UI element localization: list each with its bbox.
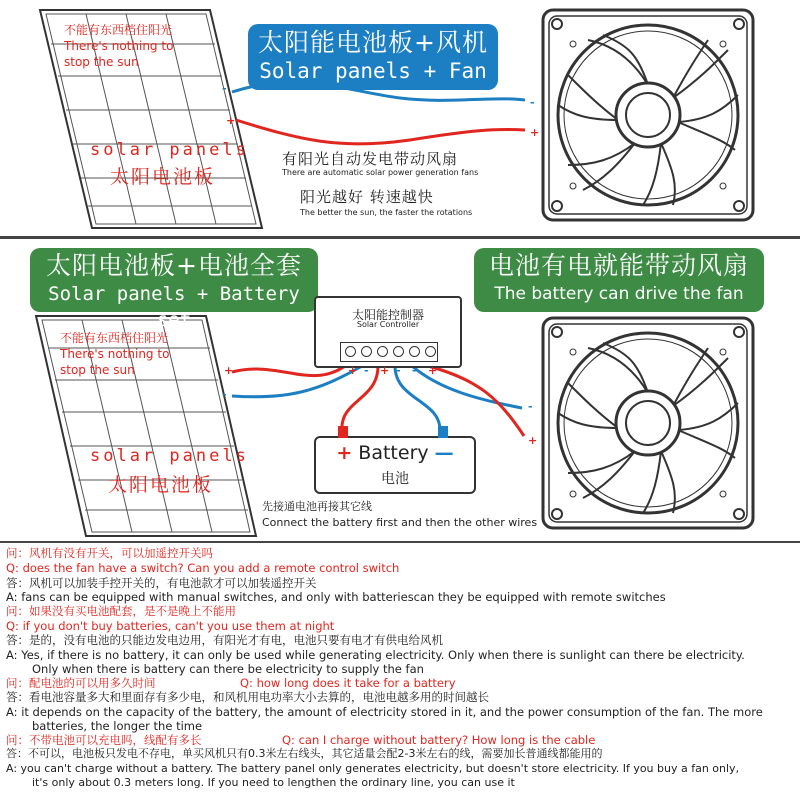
banner-left-en: Solar panels + Battery set (48, 283, 300, 331)
wire-plus-left: + (226, 114, 236, 127)
panel-label-en: solar panels (90, 446, 249, 466)
battery-label-cn: 电池 (381, 471, 409, 487)
battery-minus-sign: — (434, 442, 454, 464)
caption-auto-en: There are automatic solar power generation fans (282, 168, 479, 177)
banner-solar-battery (30, 248, 318, 331)
panel-minus-sign: - (222, 388, 227, 401)
wiring-note-cn: 先接通电池再接其它线 (262, 500, 372, 513)
faq-answer-cn: 答：不可以，电池板只发电不存电，单买风机只有0.3米左右线头，其它适量会配2-3米左右的线，需要加长普通线都能用的 (6, 747, 603, 760)
controller-plus-3: + (428, 364, 438, 377)
banner-title-en: Solar panels + Fan (259, 59, 487, 83)
wire-positive (236, 120, 525, 144)
controller-minus-1: - (364, 364, 369, 377)
section-solar-fan (0, 0, 800, 236)
wire-minus-right: - (530, 96, 535, 109)
faq-question-cn: 问：不带电池可以充电吗，线配有多长 (6, 733, 202, 747)
panel-note-en-2: stop the sun (60, 363, 135, 377)
controller-minus-3: - (412, 364, 417, 377)
faq-section (0, 544, 800, 800)
controller-label-cn: 太阳能控制器 (351, 308, 424, 322)
fan-minus-sign: - (528, 400, 533, 413)
battery-plus-sign: + (336, 442, 353, 464)
battery-label (316, 442, 474, 464)
banner-title-cn: 太阳能电池板+风机 (258, 28, 488, 57)
banner-solar-fan (248, 24, 498, 90)
caption-auto-cn: 有阳光自动发电带动风扇 (282, 150, 459, 168)
banner-right-cn: 电池有电就能带动风扇 (488, 251, 749, 280)
faq-answer-en: A: it depends on the capacity of the battery, the amount of electricity stored in it, and the power consumption of the fan. The more (6, 705, 763, 719)
controller-terminals (340, 342, 438, 362)
wire-plus-right: + (530, 126, 540, 139)
panel-label-en: solar panels (90, 140, 249, 160)
terminal-icon (393, 346, 404, 357)
faq-answer-en: A: fans can be equipped with manual switches, and only with batteriescan they be equipped with remote switches (6, 590, 666, 604)
faq-question-en: Q: does the fan have a switch? Can you add a remote control switch (6, 561, 400, 575)
panel-label-cn: 太阳电池板 (110, 166, 216, 188)
panel-note (60, 330, 169, 378)
wiring-note-en: Connect the battery first and then the other wires (262, 516, 538, 529)
faq-question-en: Q: if you don't buy batteries, can't you use them at night (6, 619, 335, 633)
faq-question-cn: 问：配电池的可以用多久时间 (6, 676, 156, 690)
panel-note (64, 22, 173, 70)
faq-answer-en: A: you can't charge without a battery. The battery panel only generates electricity, but doesn't store electricity. If you buy a fan only, (6, 762, 740, 775)
terminal-icon (409, 346, 420, 357)
controller-plus-1: + (348, 364, 358, 377)
caption-speed-en: The better the sun, the faster the rotations (300, 208, 473, 217)
battery-label-en: Battery (358, 442, 429, 464)
faq-answer-en-cont: it's only about 0.3 meters long. If you need to lengthen the ordinary line, you can use it (32, 776, 515, 789)
battery-negative-terminal-icon (438, 426, 448, 438)
faq-question-en: Q: how long does it take for a battery (240, 676, 456, 690)
faq-answer-en-cont: batteries, the longer the time (32, 719, 203, 733)
faq-question-cn: 问：风机有没有开关，可以加遥控开关吗 (6, 546, 213, 560)
terminal-icon (361, 346, 372, 357)
faq-answer-en-cont: Only when there is battery can there be electricity to supply the fan (32, 662, 424, 676)
panel-note-en-1: There's nothing to (64, 39, 174, 53)
battery-box (314, 436, 476, 494)
section-divider (0, 541, 800, 543)
panel-label-cn: 太阳电池板 (108, 474, 214, 496)
section-divider (0, 236, 800, 239)
faq-question-cn: 问：如果没有买电池配套，是不是晚上不能用 (6, 604, 236, 618)
terminal-icon (345, 346, 356, 357)
panel-note-en-2: stop the sun (64, 55, 139, 69)
faq-answer-cn: 答：是的，没有电池的只能边发电边用，有阳光才有电，电池只要有电才有供电给风机 (6, 633, 443, 647)
panel-plus-sign: + (224, 364, 234, 377)
terminal-icon (377, 346, 388, 357)
faq-answer-cn: 答：看电池容量多大和里面存有多少电，和风机用电功率大小去算的，电池电越多用的时间越长 (6, 690, 489, 704)
faq-answer-cn: 答：风机可以加装手控开关的，有电池款才可以加装遥控开关 (6, 576, 317, 590)
battery-positive-terminal-icon (338, 426, 348, 438)
caption-speed-cn: 阳光越好 转速越快 (300, 188, 434, 206)
faq-question-en: Q: can I charge without battery? How long is the cable (282, 733, 596, 747)
fan-icon (543, 318, 753, 528)
panel-note-cn: 不能有东西档住阳光 (60, 331, 169, 345)
terminal-icon (425, 346, 436, 357)
controller-label-en: Solar Controller (356, 320, 420, 329)
controller-plus-2: + (380, 364, 390, 377)
solar-controller (314, 296, 462, 368)
wire-minus-left: - (222, 82, 227, 95)
banner-left-cn: 太阳电池板+电池全套 (46, 251, 302, 280)
section-solar-battery (0, 240, 800, 542)
banner-right-en: The battery can drive the fan (494, 284, 744, 304)
controller-minus-2: - (396, 364, 401, 377)
fan-icon (543, 10, 753, 220)
panel-note-en-1: There's nothing to (60, 347, 170, 361)
faq-answer-en: A: Yes, if there is no battery, it can only be used while generating electricity. Only when there is sunlight can there be electricity. (6, 648, 745, 662)
panel-note-cn: 不能有东西档住阳光 (64, 23, 173, 37)
fan-plus-sign: + (528, 434, 538, 447)
banner-battery-drive (474, 248, 764, 312)
